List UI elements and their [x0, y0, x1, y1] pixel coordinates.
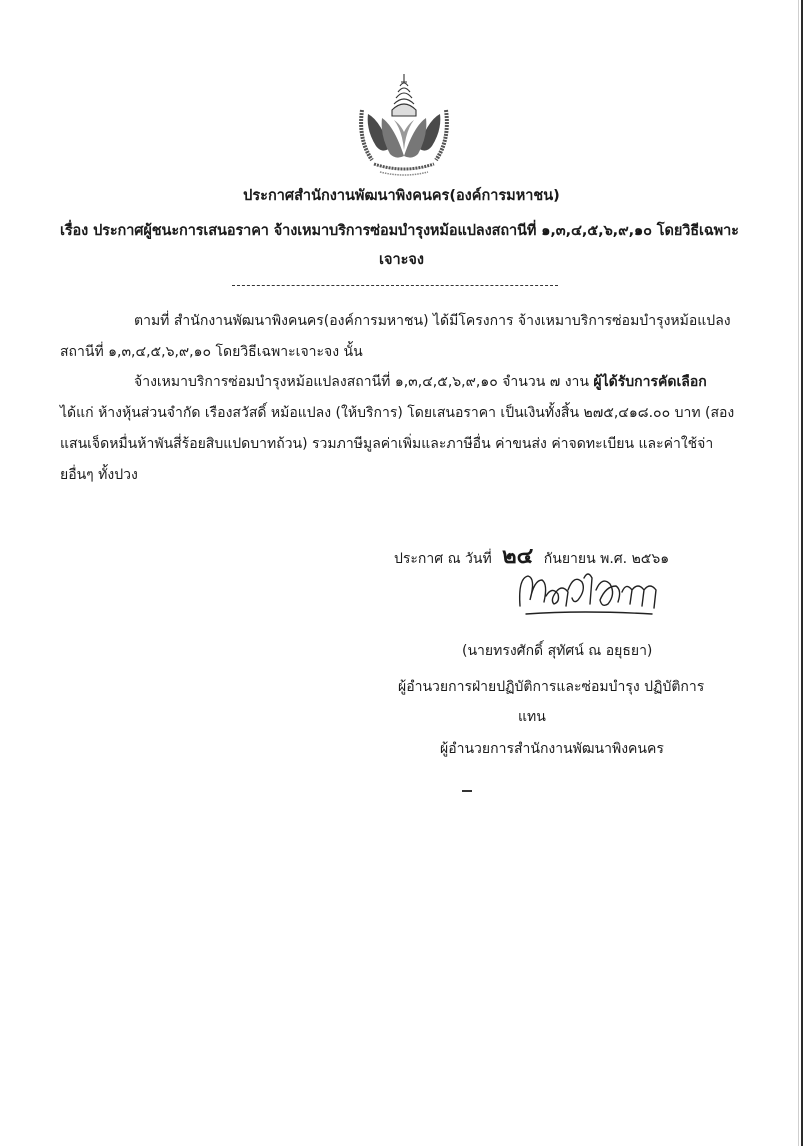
pdi-logo-emblem — [352, 70, 456, 178]
winner-label: ผู้ได้รับการคัดเลือก — [593, 374, 707, 390]
announcement-title: ประกาศสำนักงานพัฒนาพิงคนคร(องค์การมหาชน) — [243, 188, 560, 204]
announcement-subject-continued: เจาะจง — [379, 252, 424, 268]
date-prefix: ประกาศ ณ วันที่ — [394, 551, 492, 567]
signatory-director-title: ผู้อำนวยการสำนักงานพัฒนาพิงคนคร — [440, 741, 664, 757]
date-month-year: กันยายน พ.ศ. ๒๕๖๑ — [543, 551, 670, 567]
paragraph-winner — [60, 367, 744, 491]
scan-speck — [462, 790, 472, 792]
announcement-subject: เรื่อง ประกาศผู้ชนะการเสนอราคา จ้างเหมาบริการซ่อมบำรุงหม้อแปลงสถานีที่ ๑,๓,๔,๕,๖,๙,๑๐ โดยวิธีเฉพาะ — [60, 223, 739, 239]
handwritten-signature — [512, 556, 672, 622]
winner-intro: จ้างเหมาบริการซ่อมบำรุงหม้อแปลงสถานีที่ ๑,๓,๔,๕,๖,๙,๑๐ จำนวน ๗ งาน — [134, 374, 594, 390]
dashed-divider — [232, 285, 558, 286]
signatory-position: ผู้อำนวยการฝ่ายปฏิบัติการและซ่อมบำรุง ปฏิบัติการ — [398, 679, 705, 695]
paragraph-project: ตามที่ สำนักงานพัฒนาพิงคนคร(องค์การมหาชน) ได้มีโครงการ จ้างเหมาบริการซ่อมบำรุงหม้อแปลงสถานีที่ ๑,๓,๔,๕,๖,๙,๑๐ โดยวิธีเฉพาะเจาะจง นั้น — [60, 313, 731, 360]
scan-edge-inner — [798, 0, 799, 1146]
signatory-on-behalf: แทน — [518, 709, 546, 725]
winner-details: ได้แก่ ห้างหุ้นส่วนจำกัด เรืองสวัสดิ์ หม้อแปลง (ให้บริการ) โดยเสนอราคา เป็นเงินทั้งสิ้น ๒๗๕,๔๑๘.๐๐ บาท (สองแสนเจ็ดหมื่นห้าพันสี่ร้อยสิบแปดบาทถ้วน) รวมภาษีมูลค่าเพิ่มและภาษีอื่น ค่าขนส่ง ค่าจดทะเบียน และค่าใช้จ่ายอื่นๆ ทั้งปวง — [60, 405, 735, 483]
signatory-name: (นายทรงศักดิ์ สุทัศน์ ณ อยุธยา) — [462, 643, 653, 659]
date-day-handwritten: ๒๔ — [502, 543, 534, 569]
